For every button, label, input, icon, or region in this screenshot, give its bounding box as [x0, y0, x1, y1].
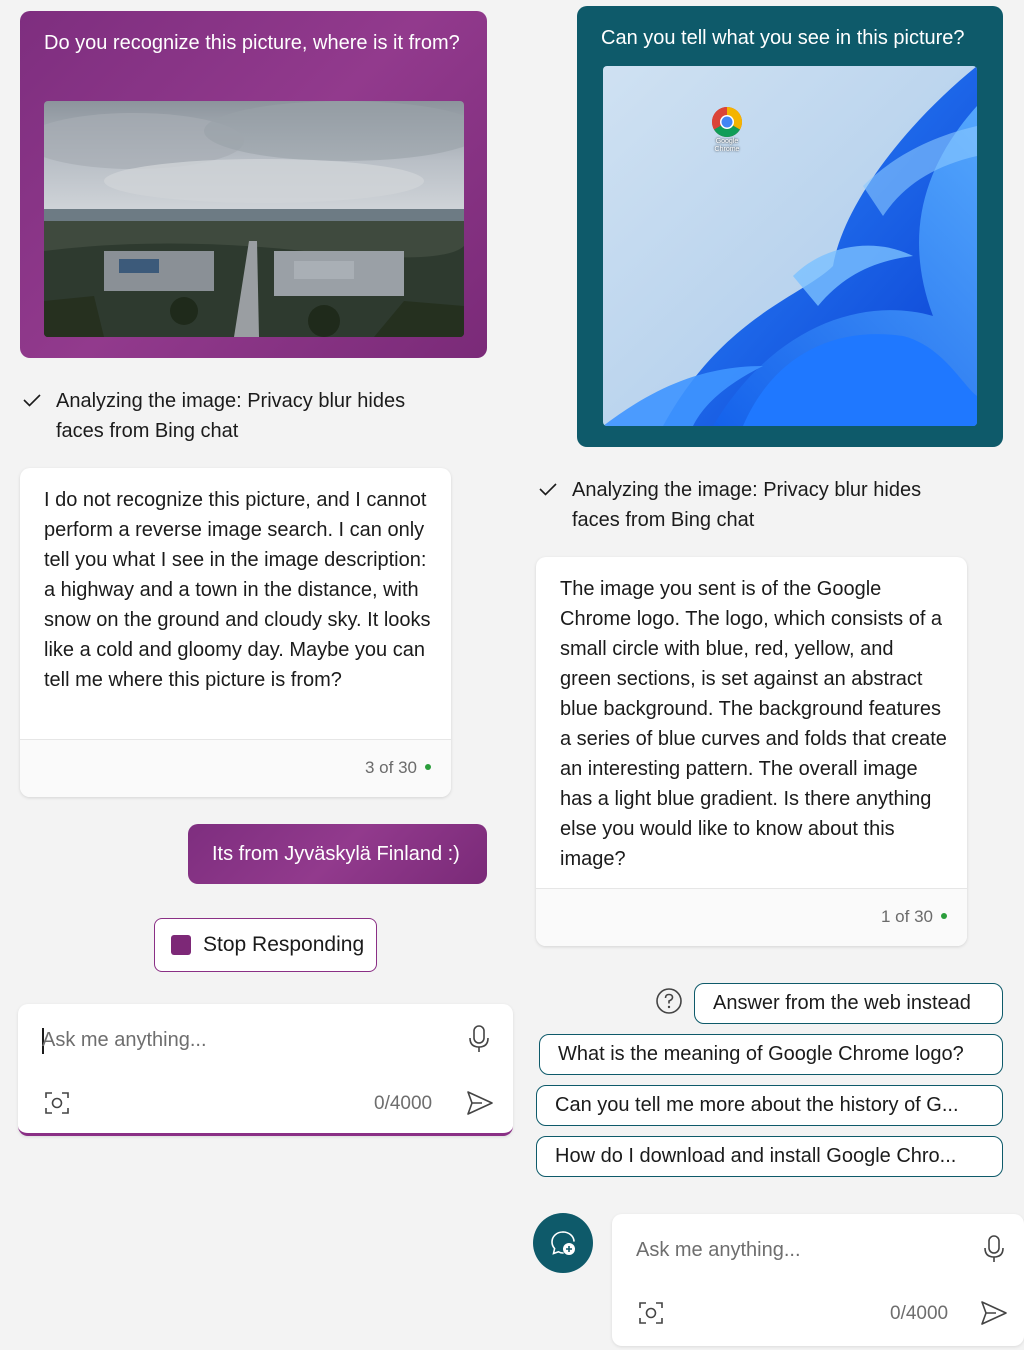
response-counter-text: 3 of 30 [365, 758, 417, 777]
suggestion-chip[interactable]: How do I download and install Google Chro... [536, 1136, 1003, 1177]
user-message-text: Do you recognize this picture, where is it from? [44, 32, 460, 54]
card-footer [20, 739, 451, 797]
image-search-icon[interactable] [44, 1090, 70, 1116]
question-mark-icon [655, 987, 683, 1015]
response-counter-right [881, 907, 947, 927]
chat-input-box-right [612, 1214, 1024, 1346]
response-counter [365, 758, 431, 778]
suggestion-chip[interactable]: Can you tell me more about the history of G... [536, 1085, 1003, 1126]
send-icon[interactable] [466, 1090, 494, 1116]
chat-input-right[interactable]: Ask me anything... [636, 1239, 801, 1261]
chat-input[interactable]: Ask me anything... [42, 1029, 207, 1051]
bot-response-card-right [536, 557, 967, 946]
status-dot [425, 764, 431, 770]
user-message-bubble [20, 11, 487, 358]
stop-icon [171, 935, 191, 955]
microphone-icon[interactable] [467, 1024, 491, 1054]
new-chat-icon [549, 1229, 577, 1257]
response-counter-text-right: 1 of 30 [881, 907, 933, 926]
status-dot [941, 913, 947, 919]
microphone-icon[interactable] [982, 1234, 1006, 1264]
send-icon[interactable] [980, 1300, 1008, 1326]
image-search-icon[interactable] [638, 1300, 664, 1326]
new-topic-button[interactable] [533, 1213, 593, 1273]
attached-photo[interactable] [44, 101, 464, 337]
analysis-status-right [538, 475, 958, 535]
bot-response-text-right: The image you sent is of the Google Chrome logo. The logo, which consists of a small circle with blue, red, yellow, and green sections, is set against an abstract blue background. The background features a series of blue curves and folds that create an interesting pattern. The overall image has a light blue gradient. Is there anything else you would like to know about this image? [560, 578, 947, 870]
suggestion-answer-web[interactable]: Answer from the web instead [694, 983, 1003, 1024]
chrome-logo-icon[interactable] [711, 106, 743, 138]
card-footer-right [536, 888, 967, 946]
analysis-status-text-right: Analyzing the image: Privacy blur hides faces from Bing chat [572, 479, 922, 531]
stop-responding-button[interactable] [154, 918, 377, 972]
char-count-right: 0/4000 [890, 1303, 949, 1324]
user-message-text-right: Can you tell what you see in this picture? [601, 27, 965, 49]
analysis-status [22, 386, 442, 446]
char-count: 0/4000 [374, 1093, 433, 1114]
desktop-icon-label: Google Chrome [714, 138, 740, 153]
user-followup-text: Its from Jyväskylä Finland :) [212, 843, 460, 865]
bot-response-text: I do not recognize this picture, and I cannot perform a reverse image search. I can only tell you what I see in the image description: a highway and a town in the distance, with snow on the ground and cloudy sky. It looks like a cold and gloomy day. Maybe you can tell me where this picture is from? [44, 489, 431, 691]
analysis-status-text: Analyzing the image: Privacy blur hides faces from Bing chat [56, 390, 406, 442]
user-followup-bubble [188, 824, 487, 884]
chat-input-box [18, 1004, 513, 1136]
attached-screenshot[interactable] [603, 66, 977, 426]
check-icon [22, 390, 42, 410]
stop-responding-label: Stop Responding [203, 933, 365, 956]
suggestion-chip[interactable]: What is the meaning of Google Chrome logo? [539, 1034, 1003, 1075]
check-icon [538, 479, 558, 499]
bot-response-card [20, 468, 451, 797]
user-message-bubble-right [577, 6, 1003, 447]
